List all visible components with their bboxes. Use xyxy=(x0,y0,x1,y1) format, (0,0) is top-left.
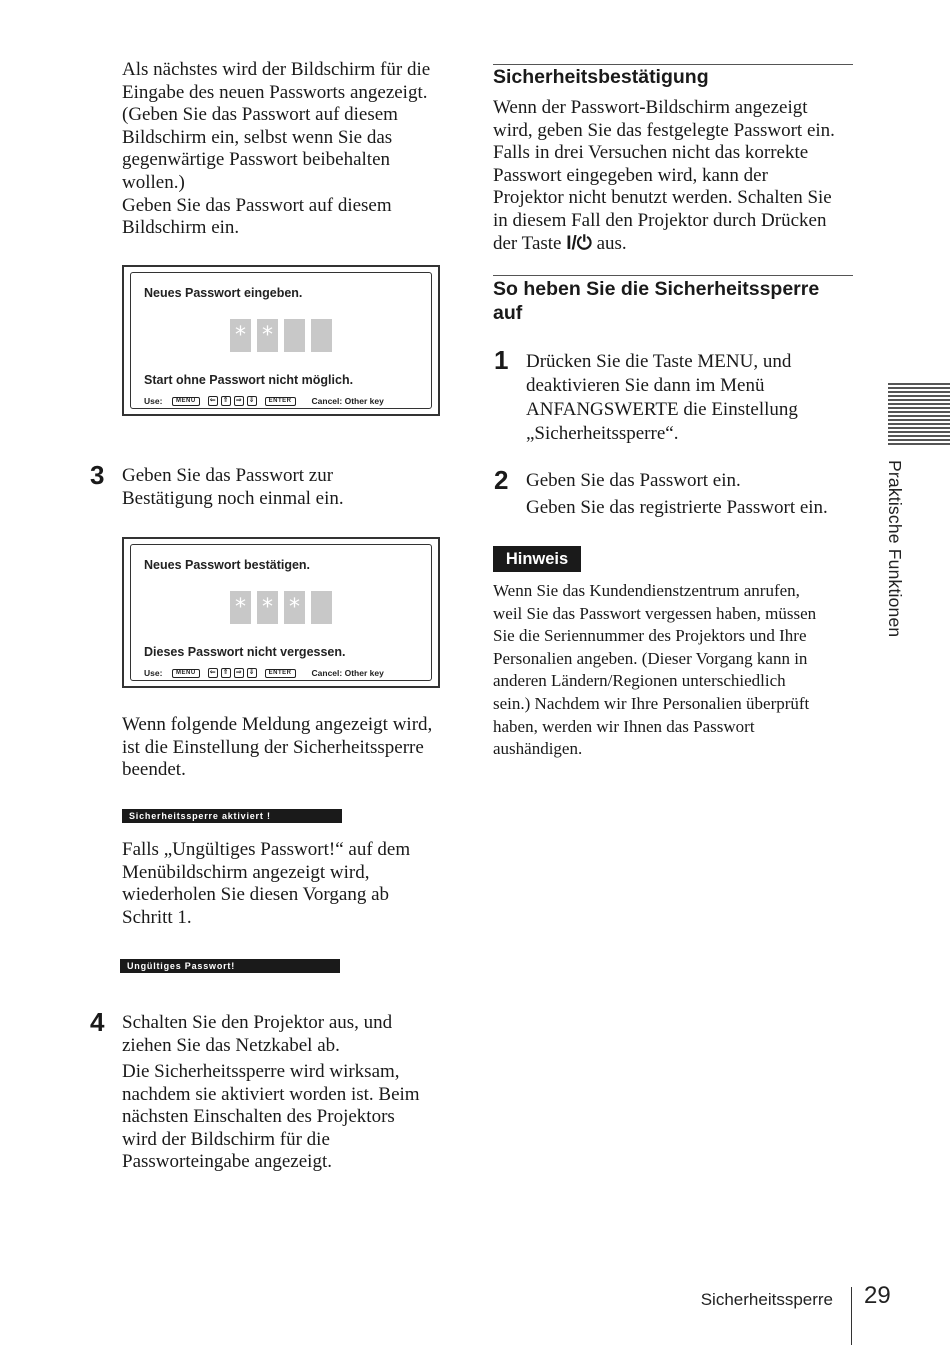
invalid-password-text xyxy=(122,839,462,929)
text-line: Bildschirm ein, selbst wenn Sie das xyxy=(122,126,393,148)
text-line: Eingabe des neuen Passworts angezeigt. xyxy=(122,81,428,103)
intro-text xyxy=(122,59,462,240)
text-line: anderen Ländern/Regionen unterschiedlich xyxy=(493,671,786,691)
security-check-text xyxy=(493,97,863,255)
step-1-text xyxy=(526,350,866,446)
text-line: Projektor nicht benutzt werden. Schalten Sie xyxy=(493,187,832,209)
cancel-hint: Cancel: Other key xyxy=(311,396,384,406)
step-4-text xyxy=(122,1012,467,1057)
footer-section-name: Sicherheitssperre xyxy=(700,1290,833,1309)
step-number: 4 xyxy=(90,1007,105,1037)
text-line: Passwort eingegeben wird, kann der xyxy=(493,164,768,186)
down-arrow-icon: ⇓ xyxy=(247,396,257,406)
password-char-boxes xyxy=(230,591,332,624)
text-line: Wenn folgende Meldung angezeigt wird, xyxy=(122,714,433,735)
text-line: Wenn Sie das Kundendienstzentrum anrufen, xyxy=(493,581,800,600)
up-arrow-icon: ⇑ xyxy=(221,668,231,678)
heading-line: So heben Sie die Sicherheitssperre xyxy=(493,278,820,300)
text-line: Schalten Sie den Projektor aus, und xyxy=(122,1012,393,1033)
text-line: ANFANGSWERTE die Einstellung xyxy=(526,399,798,420)
text-line: Sie die Seriennummer des Projektors und Ihre xyxy=(493,626,807,646)
text-line: wird, geben Sie das festgelegte Passwort ein. xyxy=(493,119,835,141)
screen-message: Start ohne Passwort nicht möglich. xyxy=(144,373,354,387)
password-char: * xyxy=(230,591,251,624)
text-line: beendet. xyxy=(122,759,186,781)
screen-title: Neues Passwort eingeben. xyxy=(144,286,303,300)
text-line: aushändigen. xyxy=(493,739,583,759)
note-text xyxy=(493,580,863,761)
text-line: Bestätigung noch einmal ein. xyxy=(122,487,344,509)
step-number: 2 xyxy=(494,465,509,495)
text-line: (Geben Sie das Passwort auf diesem xyxy=(122,104,398,126)
heading-line: auf xyxy=(493,302,523,324)
text-line: Als nächstes wird der Bildschirm für die xyxy=(122,59,431,80)
menu-key: MENU xyxy=(172,669,200,678)
text-line: nächsten Einschalten des Projektors xyxy=(122,1106,395,1128)
text-line: Geben Sie das Passwort auf diesem xyxy=(122,194,392,216)
use-label: Use: xyxy=(144,668,163,678)
step-number: 1 xyxy=(494,345,509,375)
text-line: Falls in drei Versuchen nicht das korrekte xyxy=(493,142,809,164)
text-line: deaktivieren Sie dann im Menü xyxy=(526,375,765,396)
step-2-text: Geben Sie das Passwort ein. xyxy=(526,470,741,491)
down-arrow-icon: ⇓ xyxy=(247,668,257,678)
cancel-hint: Cancel: Other key xyxy=(311,668,384,678)
password-char: * xyxy=(257,319,278,352)
password-char xyxy=(311,319,332,352)
text-fragment: aus. xyxy=(591,232,627,254)
text-line: haben, werden wir Ihnen das Passwort xyxy=(493,716,755,736)
step-number: 3 xyxy=(90,460,105,490)
password-entry-screen xyxy=(122,265,440,416)
key-legend xyxy=(144,667,434,679)
text-line: ziehen Sie das Netzkabel ab. xyxy=(122,1034,340,1056)
text-line: wollen.) xyxy=(122,171,185,193)
right-arrow-icon: ⇒ xyxy=(234,668,244,678)
text-line: „Sicherheitssperre“. xyxy=(526,423,679,444)
text-fragment: der Taste xyxy=(493,232,567,254)
left-arrow-icon: ⇐ xyxy=(208,396,218,406)
completion-text xyxy=(122,714,467,782)
text-line xyxy=(493,233,863,256)
up-arrow-icon: ⇑ xyxy=(221,396,231,406)
right-arrow-icon: ⇒ xyxy=(234,396,244,406)
screen-title: Neues Passwort bestätigen. xyxy=(144,558,311,572)
left-arrow-icon: ⇐ xyxy=(208,668,218,678)
text-line: Menübildschirm angezeigt wird, xyxy=(122,861,370,883)
text-line: Geben Sie das Passwort zur xyxy=(122,465,334,486)
text-line: Personalien angeben. (Dieser Vorgang kann in xyxy=(493,648,808,668)
text-line: ist die Einstellung der Sicherheitssperre xyxy=(122,736,424,758)
password-char: * xyxy=(284,591,305,624)
text-line: wiederholen Sie diesen Vorgang ab xyxy=(122,884,390,906)
note-label: Hinweis xyxy=(493,546,581,572)
invalid-password-bar: Ungültiges Passwort! xyxy=(120,959,340,973)
text-line: Wenn der Passwort-Bildschirm angezeigt xyxy=(493,97,808,118)
text-line: wird der Bildschirm für die xyxy=(122,1128,330,1150)
activated-message-bar: Sicherheitssperre aktiviert ! xyxy=(122,809,342,823)
use-label: Use: xyxy=(144,396,163,406)
password-char: * xyxy=(257,591,278,624)
screen-message: Dieses Passwort nicht vergessen. xyxy=(144,645,346,659)
password-char: * xyxy=(230,319,251,352)
password-char-boxes xyxy=(230,319,332,352)
key-legend xyxy=(144,395,434,407)
footer-divider xyxy=(851,1287,852,1345)
section-heading: Sicherheitsbestätigung xyxy=(493,66,709,88)
side-tab-label: Praktische Funktionen xyxy=(885,460,905,638)
power-key-icon: I/⏻ xyxy=(566,232,592,254)
enter-key: ENTER xyxy=(265,397,296,406)
section-heading xyxy=(493,277,863,325)
step-2-detail: Geben Sie das registrierte Passwort ein. xyxy=(526,497,828,518)
password-char xyxy=(311,591,332,624)
menu-key: MENU xyxy=(172,397,200,406)
text-line: sein.) Nachdem wir Ihre Personalien überprüft xyxy=(493,693,810,713)
enter-key: ENTER xyxy=(265,669,296,678)
section-rule xyxy=(493,275,853,276)
step-3-text xyxy=(122,465,462,510)
text-line: in diesem Fall den Projektor durch Drücken xyxy=(493,209,827,231)
step-4-detail xyxy=(122,1061,467,1174)
text-line: gegenwärtige Passwort beibehalten xyxy=(122,149,391,171)
text-line: nachdem sie aktiviert worden ist. Beim xyxy=(122,1083,420,1105)
text-line: Falls „Ungültiges Passwort!“ auf dem xyxy=(122,839,411,860)
text-line: Drücken Sie die Taste MENU, und xyxy=(526,351,792,372)
page-number: 29 xyxy=(864,1282,891,1309)
side-tab-stripes xyxy=(888,383,950,447)
text-line: Passworteingabe angezeigt. xyxy=(122,1151,332,1173)
text-line: Schritt 1. xyxy=(122,906,192,928)
text-line: Die Sicherheitssperre wird wirksam, xyxy=(122,1061,400,1082)
password-char xyxy=(284,319,305,352)
text-line: weil Sie das Passwort vergessen haben, müssen xyxy=(493,603,817,623)
text-line: Bildschirm ein. xyxy=(122,217,240,239)
password-confirm-screen xyxy=(122,537,440,688)
